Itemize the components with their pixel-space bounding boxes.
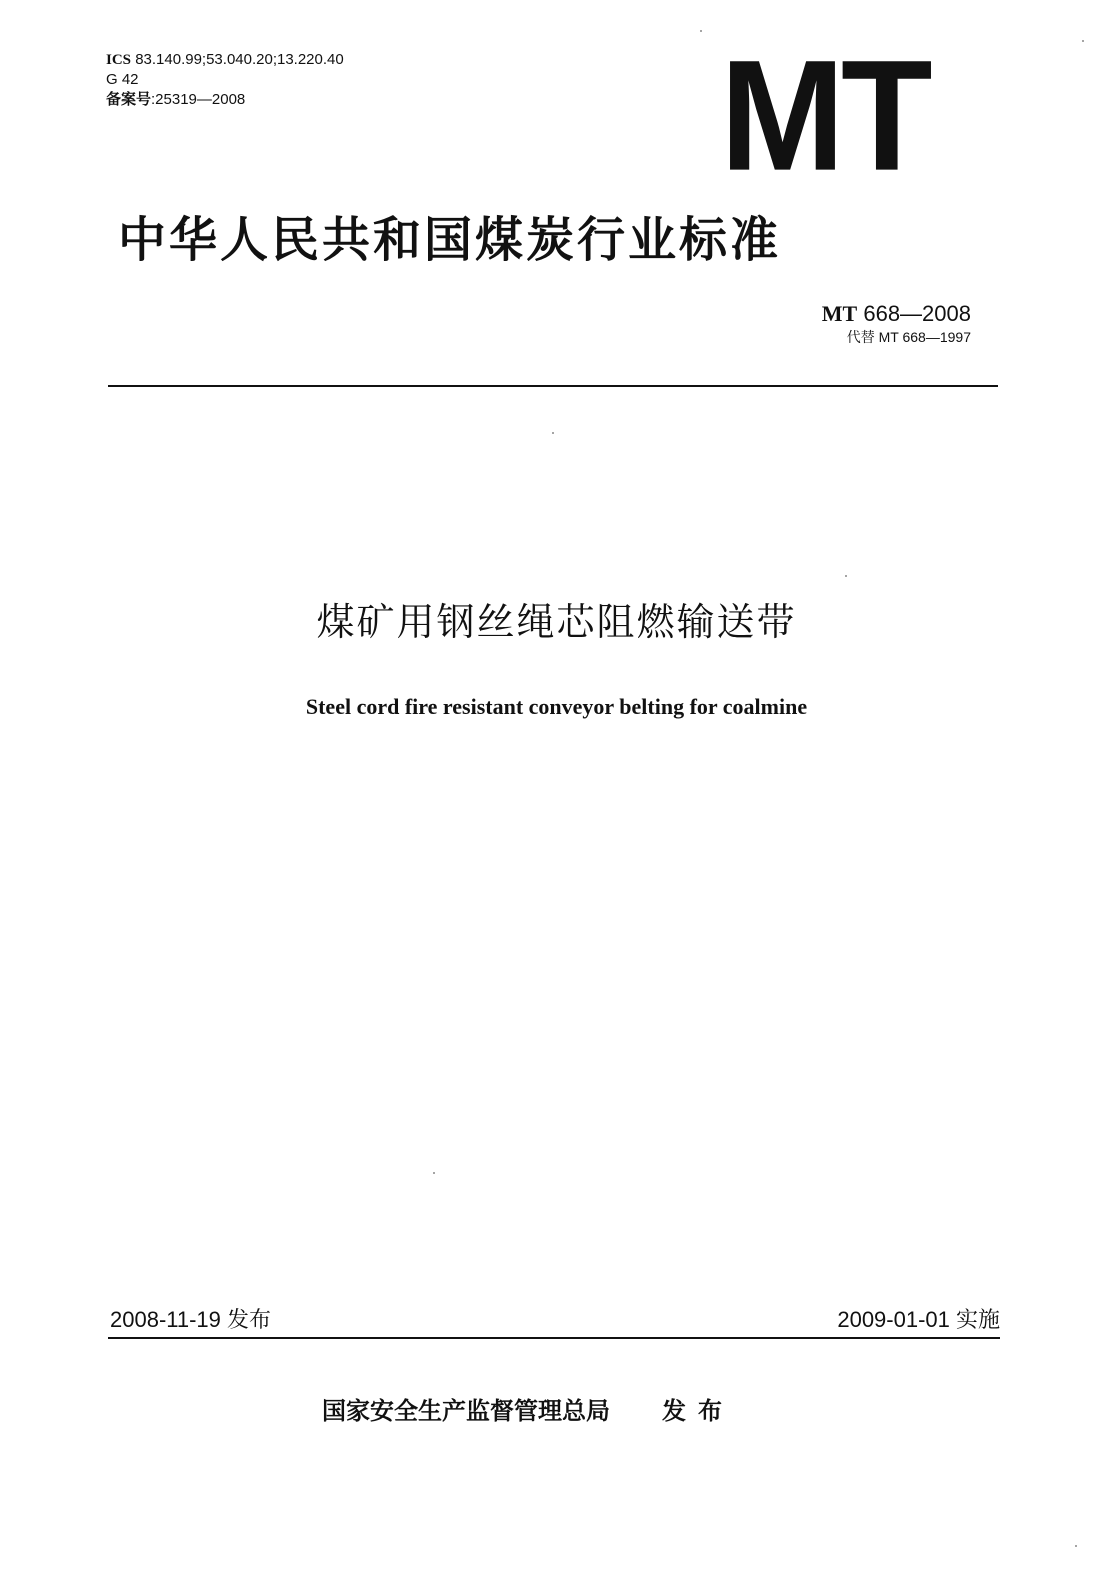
header-divider: [108, 385, 998, 387]
standard-number-prefix: MT: [821, 301, 858, 326]
ics-label: ICS: [106, 52, 132, 68]
footer-divider: [108, 1337, 1000, 1339]
ccs-code: G 42: [106, 71, 139, 88]
date-row: [110, 1303, 1000, 1337]
standard-number-block: [822, 300, 971, 346]
publisher-name: 国家安全生产监督管理总局: [322, 1397, 610, 1425]
record-label: 备案号: [106, 91, 152, 108]
publisher-line: [322, 1394, 734, 1428]
publisher-action: 发布: [662, 1397, 734, 1425]
standard-number-value: 668—2008: [857, 301, 971, 326]
ics-line: [106, 50, 344, 70]
scan-speck: [845, 575, 847, 577]
scan-speck: [1075, 1545, 1077, 1547]
scan-speck: [1082, 40, 1084, 42]
replaces-note: 代替 MT 668—1997: [846, 329, 971, 345]
standard-number: [822, 300, 971, 328]
document-title-cn: 煤矿用钢丝绳芯阻燃输送带: [316, 600, 797, 644]
implementation-date: 2009-01-01 实施: [837, 1307, 1000, 1332]
classification-block: [106, 50, 344, 110]
document-title-en: Steel cord fire resistant conveyor belting for coalmine: [305, 694, 808, 719]
record-number: :25319—2008: [151, 91, 246, 108]
scan-speck: [552, 432, 554, 434]
issue-date: 2008-11-19 发布: [110, 1307, 272, 1332]
standard-title: 中华人民共和国煤炭行业标准: [118, 212, 782, 268]
scan-speck: [433, 1172, 435, 1174]
ics-codes: 83.140.99;53.040.20;13.220.40: [135, 51, 344, 68]
record-line: [106, 90, 344, 110]
scan-speck: [700, 30, 702, 32]
mt-logo: MT: [720, 26, 929, 204]
